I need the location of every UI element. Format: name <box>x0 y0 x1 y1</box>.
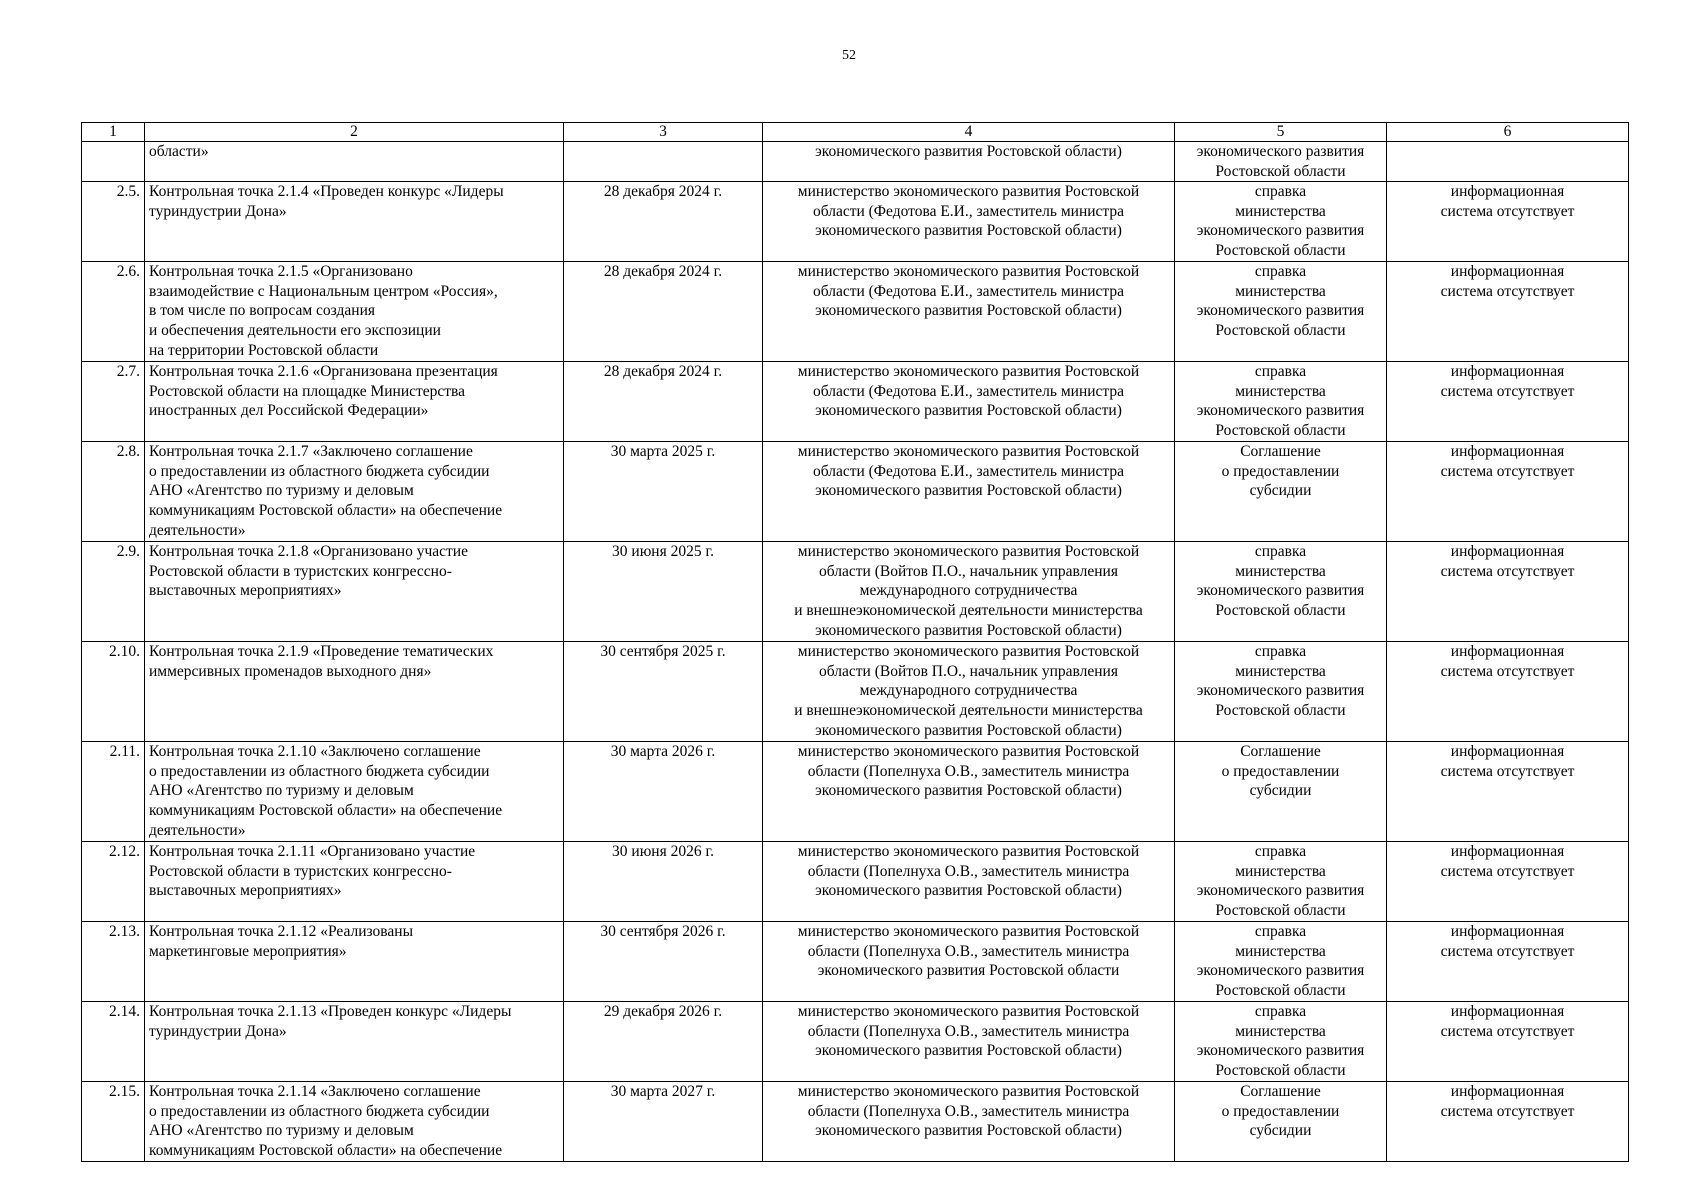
table-row <box>82 142 1629 182</box>
control-point-title: области» <box>145 142 564 182</box>
confirming-document: справка министерства экономического развития Ростовской области <box>1175 182 1387 262</box>
table-row <box>82 842 1629 922</box>
control-point-title: Контрольная точка 2.1.13 «Проведен конкурс «Лидеры туриндустрии Дона» <box>145 1002 564 1082</box>
confirming-document: справка министерства экономического развития Ростовской области <box>1175 842 1387 922</box>
responsible-executor: министерство экономического развития Ростовской области (Попелнуха О.В., заместитель министра экономического развития Ростовской области) <box>763 1082 1175 1162</box>
information-system <box>1387 142 1629 182</box>
information-system: информационная система отсутствует <box>1387 842 1629 922</box>
deadline-date: 30 марта 2027 г. <box>564 1082 763 1162</box>
information-system: информационная система отсутствует <box>1387 442 1629 542</box>
deadline-date: 30 марта 2026 г. <box>564 742 763 842</box>
responsible-executor: министерство экономического развития Ростовской области (Федотова Е.И., заместитель министра экономического развития Ростовской области) <box>763 362 1175 442</box>
control-point-title: Контрольная точка 2.1.5 «Организовано взаимодействие с Национальным центром «Россия», в том числе по вопросам создания и обеспечения деятельности его экспозиции на территории Ростовской области <box>145 262 564 362</box>
row-number: 2.8. <box>82 442 145 542</box>
information-system: информационная система отсутствует <box>1387 362 1629 442</box>
confirming-document: справка министерства экономического развития Ростовской области <box>1175 542 1387 642</box>
control-point-title: Контрольная точка 2.1.14 «Заключено соглашение о предоставлении из областного бюджета субсидии АНО «Агентство по туризму и деловым коммуникациям Ростовской области» на обеспечение <box>145 1082 564 1162</box>
deadline-date: 28 декабря 2024 г. <box>564 362 763 442</box>
confirming-document: Соглашение о предоставлении субсидии <box>1175 1082 1387 1162</box>
confirming-document: экономического развития Ростовской области <box>1175 142 1387 182</box>
confirming-document: Соглашение о предоставлении субсидии <box>1175 442 1387 542</box>
column-number-row <box>82 123 1629 142</box>
deadline-date: 30 сентября 2026 г. <box>564 922 763 1002</box>
confirming-document: справка министерства экономического развития Ростовской области <box>1175 362 1387 442</box>
row-number: 2.9. <box>82 542 145 642</box>
table-row <box>82 262 1629 362</box>
column-number: 3 <box>564 123 763 142</box>
control-point-title: Контрольная точка 2.1.4 «Проведен конкурс «Лидеры туриндустрии Дона» <box>145 182 564 262</box>
column-number: 6 <box>1387 123 1629 142</box>
responsible-executor: министерство экономического развития Ростовской области (Попелнуха О.В., заместитель министра экономического развития Ростовской области) <box>763 1002 1175 1082</box>
control-points-table <box>81 122 1629 1162</box>
deadline-date: 30 июня 2025 г. <box>564 542 763 642</box>
control-point-title: Контрольная точка 2.1.8 «Организовано участие Ростовской области в туристских конгрессно- выставочных мероприятиях» <box>145 542 564 642</box>
column-number: 4 <box>763 123 1175 142</box>
control-point-title: Контрольная точка 2.1.11 «Организовано участие Ростовской области в туристских конгрессно- выставочных мероприятиях» <box>145 842 564 922</box>
information-system: информационная система отсутствует <box>1387 182 1629 262</box>
row-number: 2.12. <box>82 842 145 922</box>
responsible-executor: министерство экономического развития Ростовской области (Федотова Е.И., заместитель министра экономического развития Ростовской области) <box>763 182 1175 262</box>
row-number: 2.7. <box>82 362 145 442</box>
table-row <box>82 1002 1629 1082</box>
responsible-executor: министерство экономического развития Ростовской области (Попелнуха О.В., заместитель министра экономического развития Ростовской области) <box>763 842 1175 922</box>
row-number: 2.10. <box>82 642 145 742</box>
responsible-executor: министерство экономического развития Ростовской области (Войтов П.О., начальник управления международного сотрудничества и внешнеэкономической деятельности министерства экономического развития Ростовской области) <box>763 642 1175 742</box>
table-row <box>82 182 1629 262</box>
row-number: 2.14. <box>82 1002 145 1082</box>
deadline-date: 28 декабря 2024 г. <box>564 182 763 262</box>
row-number: 2.13. <box>82 922 145 1002</box>
table-row <box>82 742 1629 842</box>
deadline-date <box>564 142 763 182</box>
information-system: информационная система отсутствует <box>1387 922 1629 1002</box>
deadline-date: 30 сентября 2025 г. <box>564 642 763 742</box>
information-system: информационная система отсутствует <box>1387 642 1629 742</box>
control-point-title: Контрольная точка 2.1.7 «Заключено соглашение о предоставлении из областного бюджета субсидии АНО «Агентство по туризму и деловым коммуникациям Ростовской области» на обеспечение деятельности» <box>145 442 564 542</box>
responsible-executor: министерство экономического развития Ростовской области (Попелнуха О.В., заместитель министра экономического развития Ростовской области) <box>763 742 1175 842</box>
column-number: 2 <box>145 123 564 142</box>
column-number: 5 <box>1175 123 1387 142</box>
confirming-document: Соглашение о предоставлении субсидии <box>1175 742 1387 842</box>
table-row <box>82 362 1629 442</box>
information-system: информационная система отсутствует <box>1387 1082 1629 1162</box>
table-row <box>82 642 1629 742</box>
confirming-document: справка министерства экономического развития Ростовской области <box>1175 262 1387 362</box>
table-row <box>82 1082 1629 1162</box>
information-system: информационная система отсутствует <box>1387 262 1629 362</box>
row-number <box>82 142 145 182</box>
row-number: 2.5. <box>82 182 145 262</box>
responsible-executor: министерство экономического развития Ростовской области (Попелнуха О.В., заместитель министра экономического развития Ростовской области <box>763 922 1175 1002</box>
table-row <box>82 922 1629 1002</box>
page-number: 52 <box>842 48 856 63</box>
control-point-title: Контрольная точка 2.1.12 «Реализованы маркетинговые мероприятия» <box>145 922 564 1002</box>
row-number: 2.6. <box>82 262 145 362</box>
table-row <box>82 442 1629 542</box>
row-number: 2.11. <box>82 742 145 842</box>
confirming-document: справка министерства экономического развития Ростовской области <box>1175 642 1387 742</box>
control-point-title: Контрольная точка 2.1.10 «Заключено соглашение о предоставлении из областного бюджета субсидии АНО «Агентство по туризму и деловым коммуникациям Ростовской области» на обеспечение деятельности» <box>145 742 564 842</box>
column-number: 1 <box>82 123 145 142</box>
deadline-date: 30 июня 2026 г. <box>564 842 763 922</box>
table-row <box>82 542 1629 642</box>
responsible-executor: министерство экономического развития Ростовской области (Федотова Е.И., заместитель министра экономического развития Ростовской области) <box>763 442 1175 542</box>
information-system: информационная система отсутствует <box>1387 742 1629 842</box>
responsible-executor: министерство экономического развития Ростовской области (Войтов П.О., начальник управления международного сотрудничества и внешнеэкономической деятельности министерства экономического развития Ростовской области) <box>763 542 1175 642</box>
row-number: 2.15. <box>82 1082 145 1162</box>
information-system: информационная система отсутствует <box>1387 1002 1629 1082</box>
deadline-date: 30 марта 2025 г. <box>564 442 763 542</box>
confirming-document: справка министерства экономического развития Ростовской области <box>1175 1002 1387 1082</box>
information-system: информационная система отсутствует <box>1387 542 1629 642</box>
control-point-title: Контрольная точка 2.1.6 «Организована презентация Ростовской области на площадке Министерства иностранных дел Российской Федерации» <box>145 362 564 442</box>
control-point-title: Контрольная точка 2.1.9 «Проведение тематических иммерсивных променадов выходного дня» <box>145 642 564 742</box>
deadline-date: 28 декабря 2024 г. <box>564 262 763 362</box>
responsible-executor: министерство экономического развития Ростовской области (Федотова Е.И., заместитель министра экономического развития Ростовской области) <box>763 262 1175 362</box>
responsible-executor: экономического развития Ростовской области) <box>763 142 1175 182</box>
deadline-date: 29 декабря 2026 г. <box>564 1002 763 1082</box>
confirming-document: справка министерства экономического развития Ростовской области <box>1175 922 1387 1002</box>
